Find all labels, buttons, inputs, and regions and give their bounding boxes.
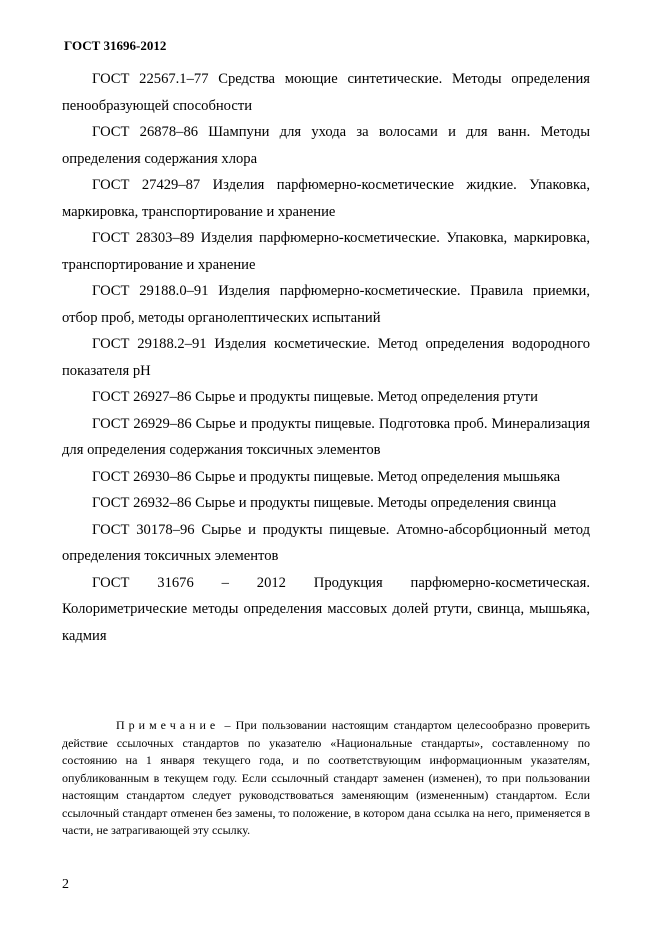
reference-item: ГОСТ 28303–89 Изделия парфюмерно-косметические. Упаковка, маркировка, транспортирование и хранение — [62, 230, 590, 273]
page-number: 2 — [62, 877, 69, 892]
reference-item: ГОСТ 26929–86 Сырье и продукты пищевые. Подготовка проб. Минерализация для определения содержания токсичных элементов — [62, 415, 590, 458]
reference-item: ГОСТ 29188.0–91 Изделия парфюмерно-косметические. Правила приемки, отбор проб, методы органолептических испытаний — [62, 283, 590, 326]
reference-item: ГОСТ 26878–86 Шампуни для ухода за волосами и для ванн. Методы определения содержания хлора — [62, 124, 590, 167]
note-text: – При пользовании настоящим стандартом целесообразно проверить действие ссылочных стандартов по указателю «Национальные стандарты», составленному по состоянию на 1 января текущего года, и по соответствующим информационным указателям, опубликованным в текущем году. Если ссылочный стандарт заменен (изменен), то при пользовании настоящим стандартом следует руководствоваться заменяющим (измененным) стандартом. Если ссылочный стандарт отменен без замены, то положение, в котором дана ссылка на него, применяется в части, не затрагивающей эту ссылку. — [62, 718, 590, 837]
reference-item: ГОСТ 30178–96 Сырье и продукты пищевые. Атомно-абсорбционный метод определения токсичных элементов — [62, 521, 590, 564]
reference-item: ГОСТ 27429–87 Изделия парфюмерно-косметические жидкие. Упаковка, маркировка, транспортирование и хранение — [62, 177, 590, 220]
document-header: ГОСТ 31696-2012 — [64, 38, 167, 53]
note-label: Примечание — [116, 718, 220, 732]
reference-item: ГОСТ 31676 – 2012 Продукция парфюмерно-косметическая. Колориметрические методы определения массовых долей ртути, свинца, мышьяка, кадмия — [62, 574, 590, 644]
reference-item: ГОСТ 29188.2–91 Изделия косметические. Метод определения водородного показателя pH — [62, 336, 590, 379]
reference-item: ГОСТ 26930–86 Сырье и продукты пищевые. Метод определения мышьяка — [92, 468, 561, 485]
reference-item: ГОСТ 22567.1–77 Средства моющие синтетические. Методы определения пенообразующей способности — [62, 71, 590, 114]
reference-item: ГОСТ 26927–86 Сырье и продукты пищевые. Метод определения ртути — [92, 389, 538, 405]
note-block — [62, 717, 590, 840]
normative-references-list — [62, 66, 590, 649]
reference-item: ГОСТ 26932–86 Сырье и продукты пищевые. Методы определения свинца — [92, 495, 557, 511]
